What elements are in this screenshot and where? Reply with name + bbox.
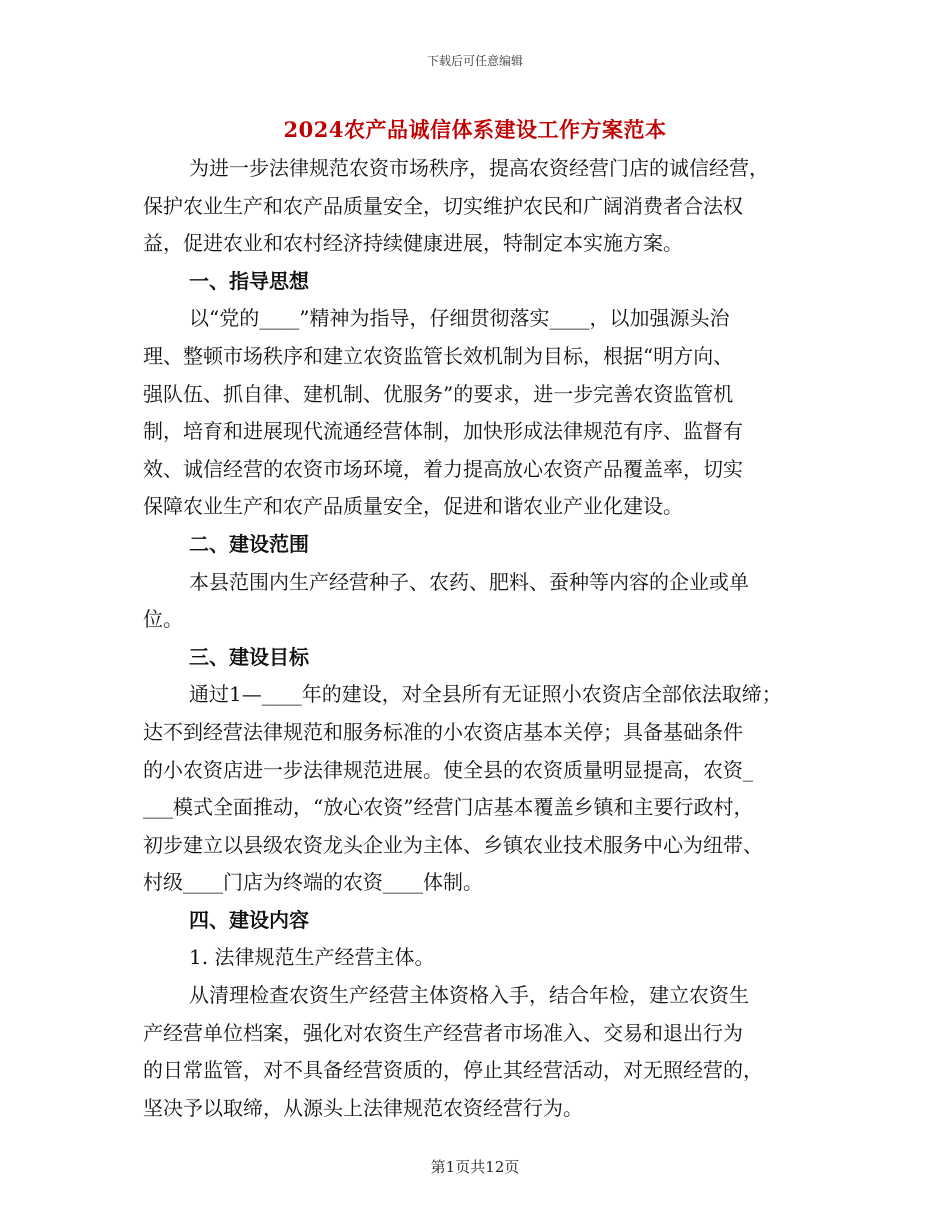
paragraph-line: 的小农资店进一步法律规范进展。使全县的农资质量明显提高，农资_ [143,757,753,782]
section-heading: 二、建设范围 [189,531,309,556]
section-heading: 三、建设目标 [189,644,309,669]
paragraph-line: 通过1—____年的建设，对全县所有无证照小农资店全部依法取缔； [189,682,782,707]
paragraph-line: 益，促进农业和农村经济持续健康进展，特制定本实施方案。 [143,231,683,256]
paragraph-line: 制，培育和进展现代流通经营体制，加快形成法律规范有序、监督有 [143,419,743,444]
paragraph-line: 村级____门店为终端的农资____体制。 [143,870,483,895]
paragraph-line: 坚决予以取缔，从源头上法律规范农资经营行为。 [143,1095,583,1120]
paragraph-line: ___模式全面推动，“放心农资”经营门店基本覆盖乡镇和主要行政村， [143,795,754,820]
paragraph-line: 产经营单位档案，强化对农资生产经营者市场准入、交易和退出行为 [143,1020,743,1045]
section-heading: 四、建设内容 [189,907,309,932]
paragraph-line: 位。 [143,607,183,632]
page-header-note: 下载后可任意编辑 [426,54,523,68]
paragraph-line: 本县范围内生产经营种子、农药、肥料、蚕种等内容的企业或单 [189,569,749,594]
document-body [143,150,823,1127]
paragraph-line: 效、诚信经营的农资市场环境，着力提高放心农资产品覆盖率，切实 [143,456,743,481]
paragraph-line: 理、整顿市场秩序和建立农资监管长效机制为目标，根据“明方向、 [143,343,734,368]
document-title: 2024农产品诚信体系建设工作方案范本 [283,117,667,142]
paragraph-line: 1. 法律规范生产经营主体。 [189,945,435,970]
page-number-footer: 第1页共12页 [430,1158,520,1176]
paragraph-line: 保护农业生产和农产品质量安全，切实维护农民和广阔消费者合法权 [143,193,743,218]
paragraph-line: 达不到经营法律规范和服务标准的小农资店基本关停；具备基础条件 [143,719,743,744]
paragraph-line: 保障农业生产和农产品质量安全，促进和谐农业产业化建设。 [143,494,683,519]
paragraph-line: 的日常监管，对不具备经营资质的，停止其经营活动，对无照经营的， [143,1058,763,1083]
paragraph-line: 以“党的____”精神为指导，仔细贯彻落实____，以加强源头治 [189,306,730,331]
paragraph-line: 强队伍、抓自律、建机制、优服务”的要求，进一步完善农资监管机 [143,381,734,406]
section-heading: 一、指导思想 [189,268,309,293]
paragraph-line: 初步建立以县级农资龙头企业为主体、乡镇农业技术服务中心为纽带、 [143,832,763,857]
paragraph-line: 从清理检查农资生产经营主体资格入手，结合年检，建立农资生 [189,983,749,1008]
paragraph-line: 为进一步法律规范农资市场秩序，提高农资经营门店的诚信经营， [189,156,769,180]
